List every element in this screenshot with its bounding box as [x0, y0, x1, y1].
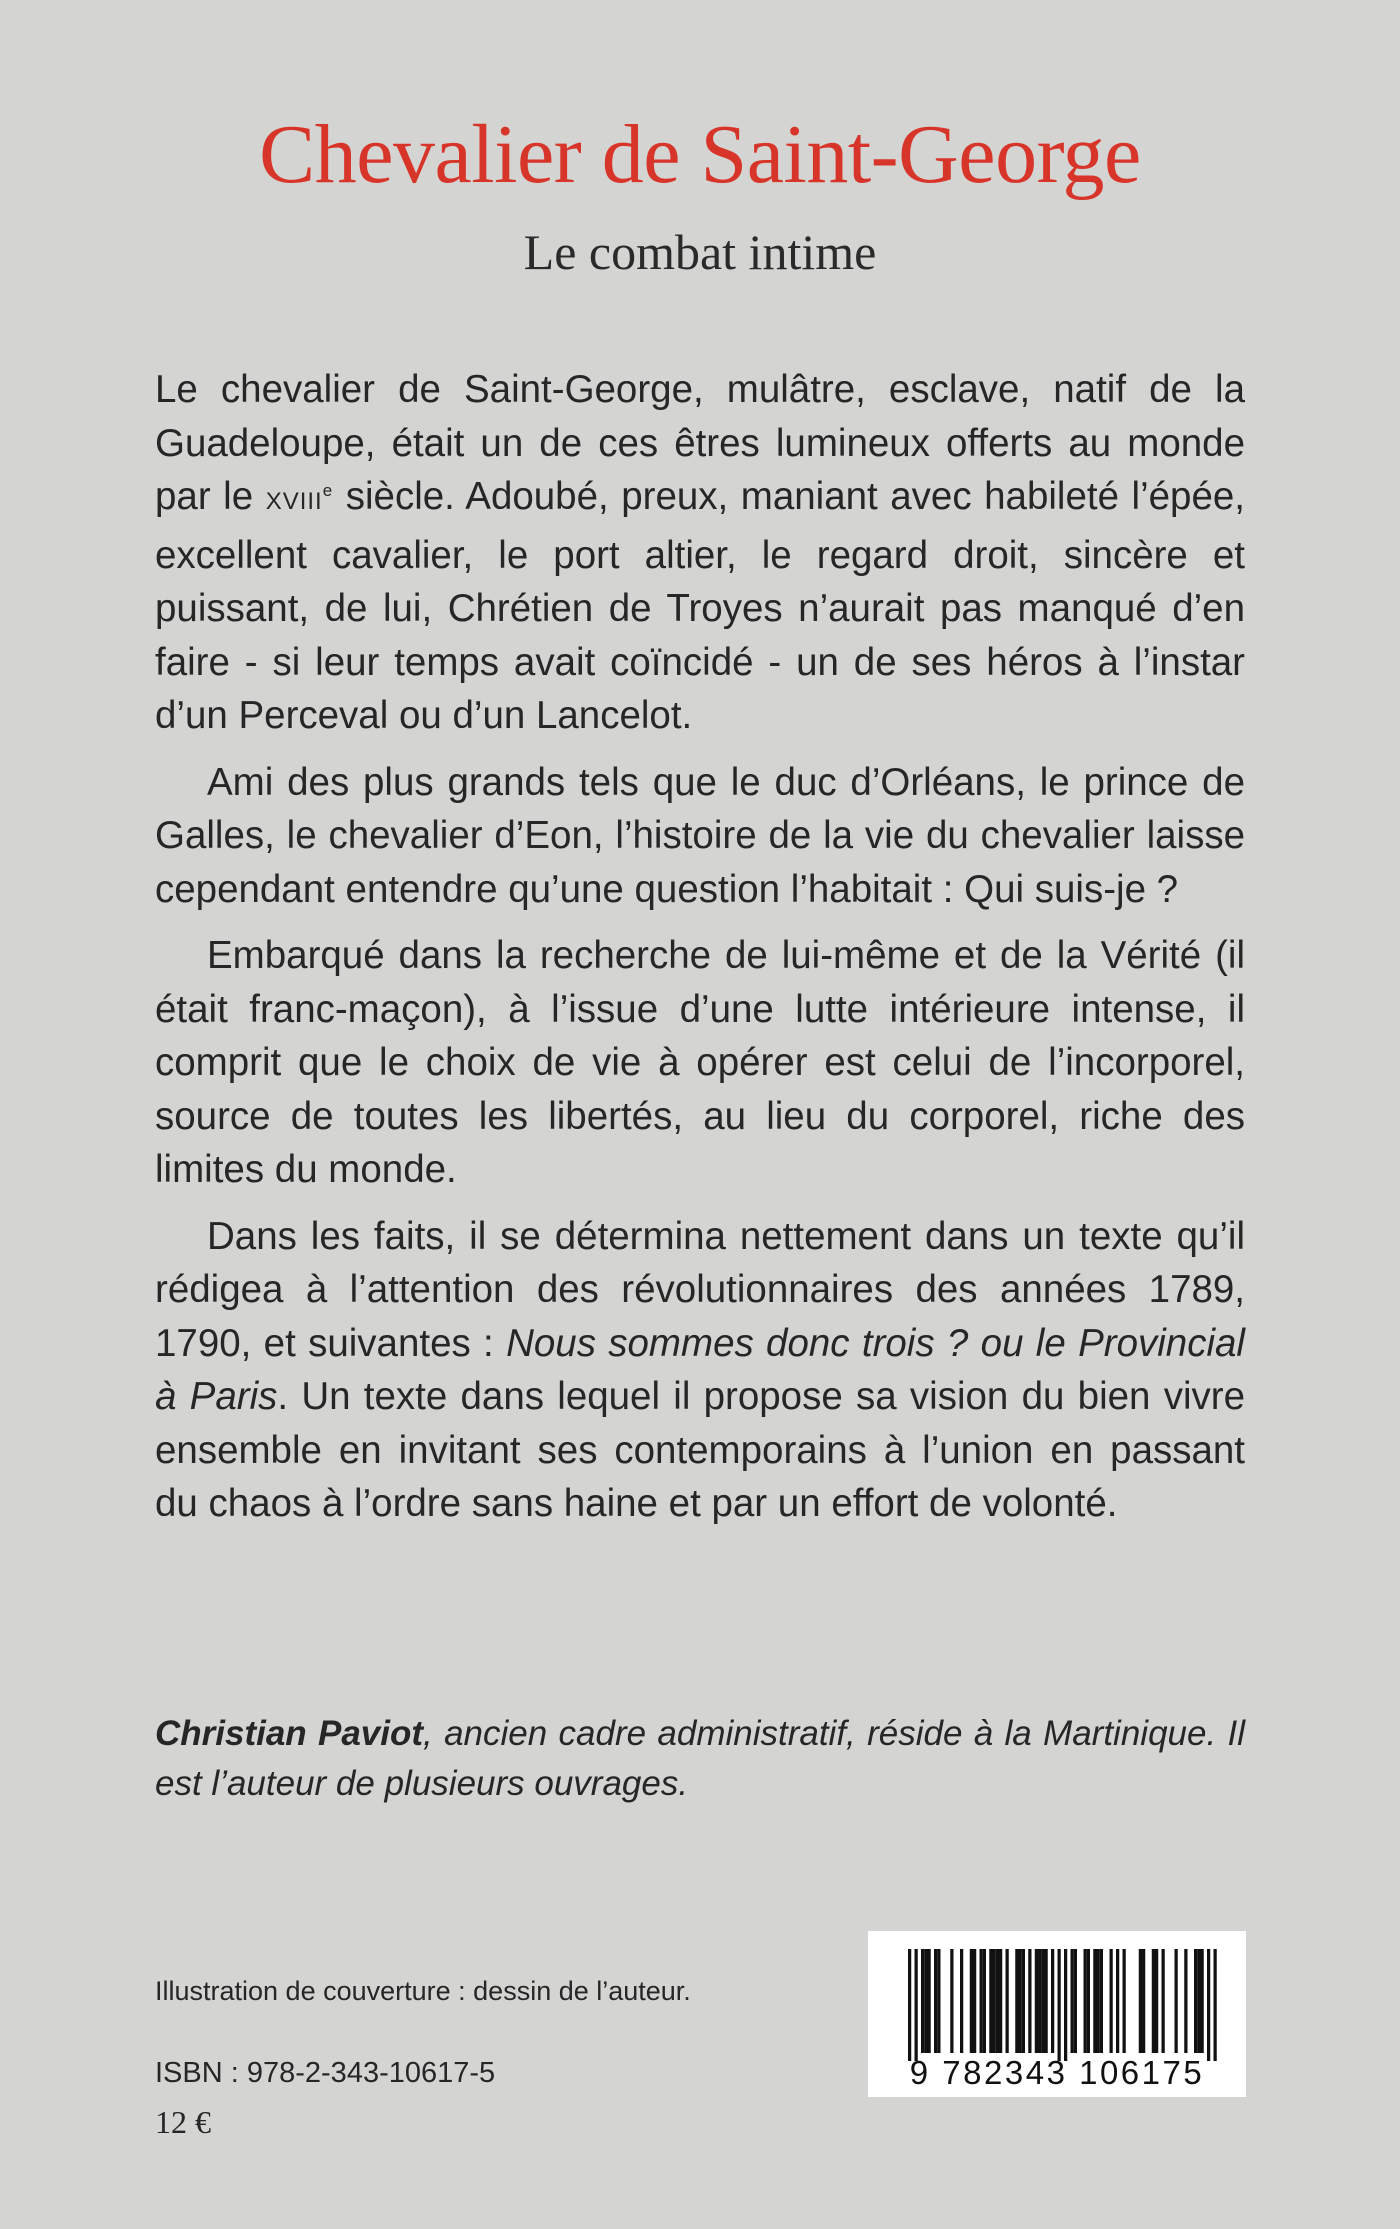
barcode-guard-bar — [1207, 1949, 1210, 2061]
blurb-p1-part-a: Le chevalier de Saint-George, mulâtre, esclave, natif de la Guadeloupe, était un de ces êtres lumineux offerts au monde par le — [155, 368, 1245, 518]
barcode-bar — [960, 1949, 963, 2053]
barcode-guard-bar — [915, 1949, 918, 2061]
barcode-bar — [1097, 1949, 1100, 2053]
barcode-bar — [924, 1949, 927, 2053]
barcode-digits: 9 782343 106175 — [909, 2054, 1205, 2091]
author-name: Christian Paviot — [155, 1714, 424, 1753]
blurb-p4-part-a: Dans les faits, il se détermina nettement dans un texte qu’il rédigea à l’attention des révolutionnaires des années 1789, 1790, et suivantes : — [155, 1214, 1245, 1365]
author-bio — [155, 1709, 1245, 1809]
barcode-bar — [1051, 1949, 1054, 2053]
blurb-paragraph-2: Ami des plus grands tels que le duc d’Orléans, le prince de Galles, le chevalier d’Eon, l’histoire de la vie du chevalier laisse cependant entendre qu’une question l’habitait : Qui suis-je ? — [155, 760, 1245, 911]
barcode-bar — [996, 1949, 999, 2053]
blurb-paragraph-1 — [155, 363, 1245, 743]
barcode-bar — [1175, 1949, 1178, 2053]
barcode-bar — [1084, 1949, 1087, 2053]
barcode-bar — [1071, 1949, 1074, 2053]
barcode-bar — [1110, 1949, 1113, 2053]
barcode-bar — [1123, 1949, 1126, 2053]
isbn-line: ISBN : 978-2-343-10617-5 — [155, 2057, 496, 2089]
barcode-bar — [1028, 1949, 1031, 2053]
barcode-bar — [993, 1949, 996, 2053]
barcode-bar — [1093, 1949, 1096, 2053]
back-cover-blurb — [155, 363, 1245, 1544]
barcode-bar — [1087, 1949, 1090, 2053]
barcode-bar — [973, 1949, 976, 2053]
barcode-bar — [937, 1949, 940, 2053]
barcode-bar — [983, 1949, 986, 2053]
barcode-bar — [1162, 1949, 1165, 2053]
barcode-bar — [950, 1949, 953, 2053]
barcode-bar — [1155, 1949, 1158, 2053]
barcode-guard-bar — [1058, 1949, 1061, 2061]
century-superscript: e — [322, 481, 334, 500]
barcode-bar — [989, 1949, 992, 2053]
price-label: 12 € — [155, 2104, 211, 2140]
barcode-bar — [1074, 1949, 1077, 2053]
barcode-bar — [1041, 1949, 1044, 2053]
barcode-guard-bar — [908, 1949, 911, 2061]
barcode-bar — [980, 1949, 983, 2053]
book-subtitle: Le combat intime — [523, 224, 877, 280]
barcode-guard-bar — [1214, 1949, 1217, 2061]
barcode-bar — [1197, 1949, 1200, 2053]
barcode-bar — [1035, 1949, 1038, 2053]
barcode-bar — [1100, 1949, 1103, 2053]
century-numeral — [265, 481, 334, 515]
barcode-bar — [934, 1949, 937, 2053]
barcode-bar — [1006, 1949, 1009, 2053]
barcode-bar — [1019, 1949, 1022, 2053]
barcode-bar — [1038, 1949, 1041, 2053]
blurb-p4-part-b: . Un texte dans lequel il propose sa vision du bien vivre ensemble en invitant ses contemporains à l’union en passant du chaos à l’ordre sans haine et par un effort de volonté. — [155, 1375, 1246, 1525]
barcode-bar — [1022, 1949, 1025, 2053]
blurb-p1-part-b: siècle. Adoubé, preux, maniant avec habileté l’épée, excellent cavalier, le port altier, le regard droit, sincère et puissant, de lui, Chrétien de Troyes n’aurait pas manqué d’en faire - si leur temps avait coïncidé - un de ses héros à l’instar d’un Perceval ou d’un Lancelot. — [155, 475, 1245, 737]
book-title: Chevalier de Saint-George — [259, 108, 1141, 201]
barcode-bar — [1201, 1949, 1204, 2053]
barcode-bar — [1152, 1949, 1155, 2053]
barcode-bar — [1045, 1949, 1048, 2053]
barcode-guard-bar — [1064, 1949, 1067, 2061]
barcode-bar — [970, 1949, 973, 2053]
blurb-paragraph-3: Embarqué dans la recherche de lui-même et de la Vérité (il était franc-maçon), à l’issue d’une lutte intérieure intense, il comprit que le choix de vie à opérer est celui de l’incorporel, source de toutes les libertés, au lieu du corporel, riche des limites du monde. — [155, 934, 1245, 1191]
barcode-bar — [921, 1949, 924, 2053]
barcode-bar — [1139, 1949, 1142, 2053]
barcode-bar — [1194, 1949, 1197, 2053]
barcode-bar — [1184, 1949, 1187, 2053]
illustration-credit: Illustration de couverture : dessin de l’auteur. — [155, 1976, 691, 2006]
barcode-bar — [1116, 1949, 1119, 2053]
barcode-bar — [1015, 1949, 1018, 2053]
author-bio-text: , ancien cadre administratif, réside à la Martinique. Il est l’auteur de plusieurs ouvrages. — [155, 1714, 1245, 1803]
barcode-bar — [928, 1949, 931, 2053]
blurb-paragraph-4 — [155, 1210, 1245, 1531]
barcode-bar — [1142, 1949, 1145, 2053]
century-roman: XVIII — [265, 488, 323, 515]
barcode — [868, 1931, 1246, 2097]
cited-work-title: Nous sommes donc trois ? ou le Provincial à Paris — [155, 1321, 1245, 1418]
barcode-bar — [999, 1949, 1002, 2053]
